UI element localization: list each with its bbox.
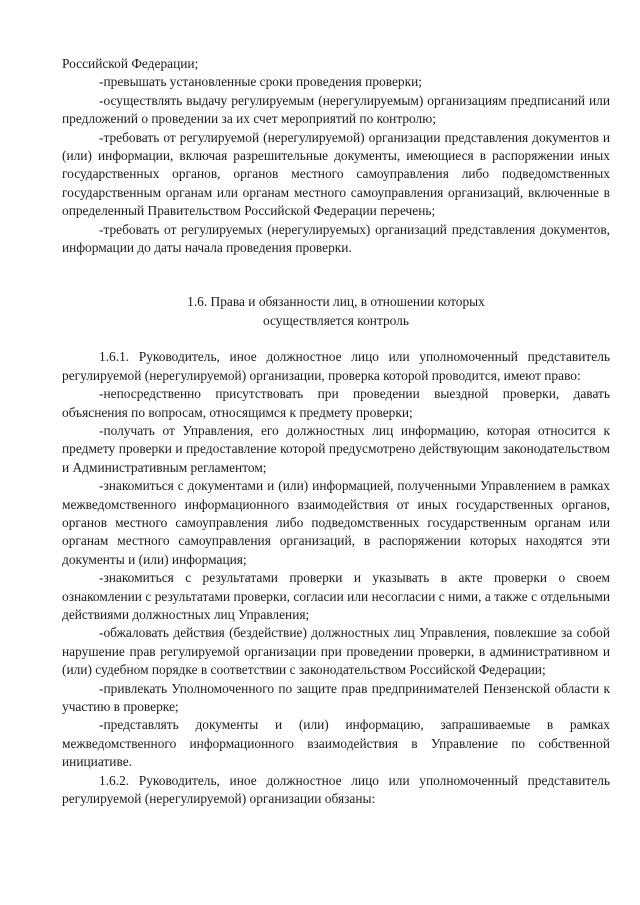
paragraph: -осуществлять выдачу регулируемым (нерегулируемым) организациям предписаний или предложений о проведении за их счет мероприятий по контролю; — [62, 92, 610, 127]
paragraph: -требовать от регулируемых (нерегулируемых) организаций представления документов, информации до даты начала проведения проверки. — [62, 221, 610, 256]
section-heading-line1: 1.6. Права и обязанности лиц, в отношении которых — [187, 294, 485, 310]
section-heading — [62, 293, 610, 330]
document-page — [62, 55, 610, 808]
paragraph: 1.6.2. Руководитель, иное должностное лицо или уполномоченный представитель регулируемой (нерегулируемой) организации обязаны: — [62, 772, 610, 807]
paragraph: -представлять документы и (или) информацию, запрашиваемые в рамках межведомственного информационного взаимодействия в Управление по собственной инициативе. — [62, 717, 610, 770]
paragraph: -получать от Управления, его должностных лиц информацию, которая относится к предмету проверки и предоставление которой предусмотрено действующим законодательством и Административным регламентом; — [62, 422, 610, 475]
paragraph: -непосредственно присутствовать при проведении выездной проверки, давать объяснения по вопросам, относящимся к предмету проверки; — [62, 386, 610, 420]
paragraph: Российской Федерации; — [62, 56, 199, 71]
paragraphs-top — [62, 55, 610, 257]
paragraphs-bottom — [62, 348, 610, 808]
paragraph: -требовать от регулируемой (нерегулируемой) организации представления документов и (или) информации, включая разрешительные документы, имеющиеся в распоряжении иных государственных органов, органов местного самоуправления либо подведомственных государственным органам или органам местного самоуправления организаций, включенные в определенный Правительством Российской Федерации перечень; — [62, 129, 610, 219]
paragraph: -обжаловать действия (бездействие) должностных лиц Управления, повлекшие за собой нарушение прав регулируемой организации при проведении проверки, в административном и (или) судебном порядке в соответствии с законодательством Российской Федерации; — [62, 625, 610, 678]
paragraph: 1.6.1. Руководитель, иное должностное лицо или уполномоченный представитель регулируемой (нерегулируемой) организации, проверка которой проводится, имеют право: — [62, 349, 610, 383]
paragraph: -знакомиться с результатами проверки и указывать в акте проверки о своем ознакомлении с результатами проверки, согласии или несогласии с ними, а также с отдельными действиями должностных лиц Управления; — [62, 570, 610, 622]
paragraph: -знакомиться с документами и (или) информацией, полученными Управлением в рамках межведомственного информационного взаимодействия от иных государственных органов, органов местного самоуправления либо подведомственных государственным органам или органам местного самоуправления организаций, в распоряжении которых находятся эти документы и (или) информация; — [62, 478, 610, 567]
paragraph: -превышать установленные сроки проведения проверки; — [99, 74, 422, 90]
paragraph: -привлекать Уполномоченного по защите прав предпринимателей Пензенской области к участию в проверке; — [62, 680, 610, 714]
section-heading-line2: осуществляется контроль — [263, 312, 409, 328]
